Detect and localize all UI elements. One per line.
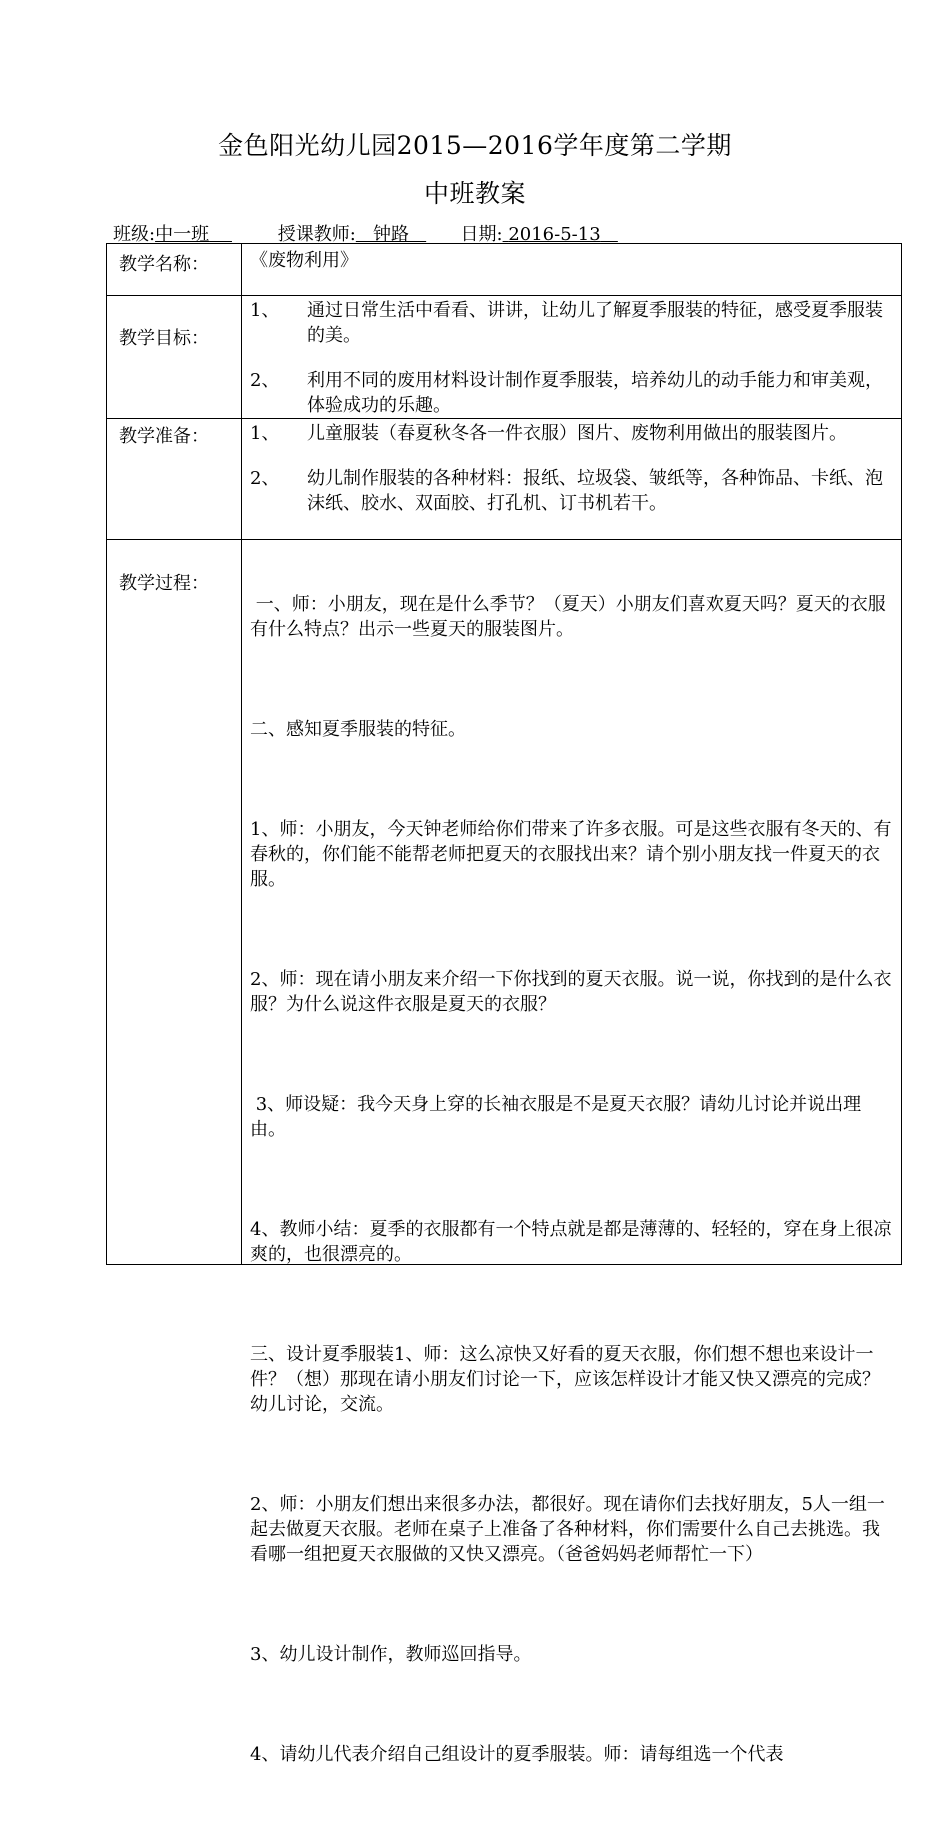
class-label: 班级: xyxy=(113,224,156,245)
process-label: 教学过程： xyxy=(119,573,209,594)
list-item: 1、 通过日常生活中看看、讲讲，让幼儿了解夏季服装的特征，感受夏季服装的美。 xyxy=(250,300,883,346)
paragraph: 2、师：小朋友们想出来很多办法，都很好。现在请你们去找好朋友，5人一组一起去做夏天衣服。老师在桌子上准备了各种材料，你们需要什么自己去挑选。我看哪一组把夏天衣服做的又快又漂亮。（爸爸妈妈老师帮忙一下） xyxy=(250,1494,885,1565)
prep-list xyxy=(250,421,894,516)
prep-label: 教学准备： xyxy=(119,426,209,447)
teacher-label: 授课教师: xyxy=(277,224,356,245)
name-value: 《废物利用》 xyxy=(250,250,358,271)
paragraph: 4、教师小结：夏季的衣服都有一个特点就是都是薄薄的、轻轻的，穿在身上很凉爽的，也很漂亮的。 xyxy=(250,1219,892,1265)
row-divider xyxy=(107,295,901,296)
paragraph: 3、幼儿设计制作，教师巡回指导。 xyxy=(250,1644,532,1665)
column-divider xyxy=(241,244,242,1264)
row-divider xyxy=(107,539,901,540)
class-value: 中一班 xyxy=(155,224,210,245)
paragraph: 二、感知夏季服装的特征。 xyxy=(250,719,466,740)
goals-label: 教学目标： xyxy=(119,328,209,349)
row-divider xyxy=(107,418,901,419)
paragraph: 三、设计夏季服装1、师：这么凉快又好看的夏天衣服，你们想不想也来设计一件？（想）那现在请小朋友们讨论一下，应该怎样设计才能又快又漂亮的完成？幼儿讨论，交流。 xyxy=(250,1344,880,1415)
paragraph: 2、师：现在请小朋友来介绍一下你找到的夏天衣服。说一说，你找到的是什么衣服？为什么说这件衣服是夏天的衣服？ xyxy=(250,969,892,1015)
name-label: 教学名称： xyxy=(119,254,209,275)
goals-list xyxy=(250,298,894,418)
lesson-table xyxy=(106,243,902,1765)
date-value: 2016-5-13 xyxy=(508,224,601,245)
list-item: 1、 儿童服装（春夏秋冬各一件衣服）图片、废物利用做出的服装图片。 xyxy=(250,423,847,444)
paragraph: 一、师：小朋友，现在是什么季节？（夏天）小朋友们喜欢夏天吗？夏天的衣服有什么特点？出示一些夏天的服装图片。 xyxy=(250,594,886,640)
process-text xyxy=(250,542,894,1765)
paragraph: 1、师：小朋友，今天钟老师给你们带来了许多衣服。可是这些衣服有冬天的、有春秋的，你们能不能帮老师把夏天的衣服找出来？请个别小朋友找一件夏天的衣服。 xyxy=(250,819,892,890)
page-subtitle: 中班教案 xyxy=(423,179,526,208)
page-title: 金色阳光幼儿园2015—2016学年度第二学期 xyxy=(218,131,732,160)
teacher-value: 钟路 xyxy=(373,224,409,245)
paragraph: 4、请幼儿代表介绍自己组设计的夏季服装。师：请每组选一个代表 xyxy=(250,1744,784,1765)
list-item: 2、 利用不同的废用材料设计制作夏季服装，培养幼儿的动手能力和审美观，体验成功的乐趣。 xyxy=(250,370,883,416)
list-item: 2、 幼儿制作服装的各种材料：报纸、垃圾袋、皱纸等，各种饰品、卡纸、泡沫纸、胶水、双面胶、打孔机、订书机若干。 xyxy=(250,468,883,514)
date-label: 日期: xyxy=(460,224,503,245)
paragraph: 3、师设疑：我今天身上穿的长袖衣服是不是夏天衣服？请幼儿讨论并说出理由。 xyxy=(250,1094,862,1140)
